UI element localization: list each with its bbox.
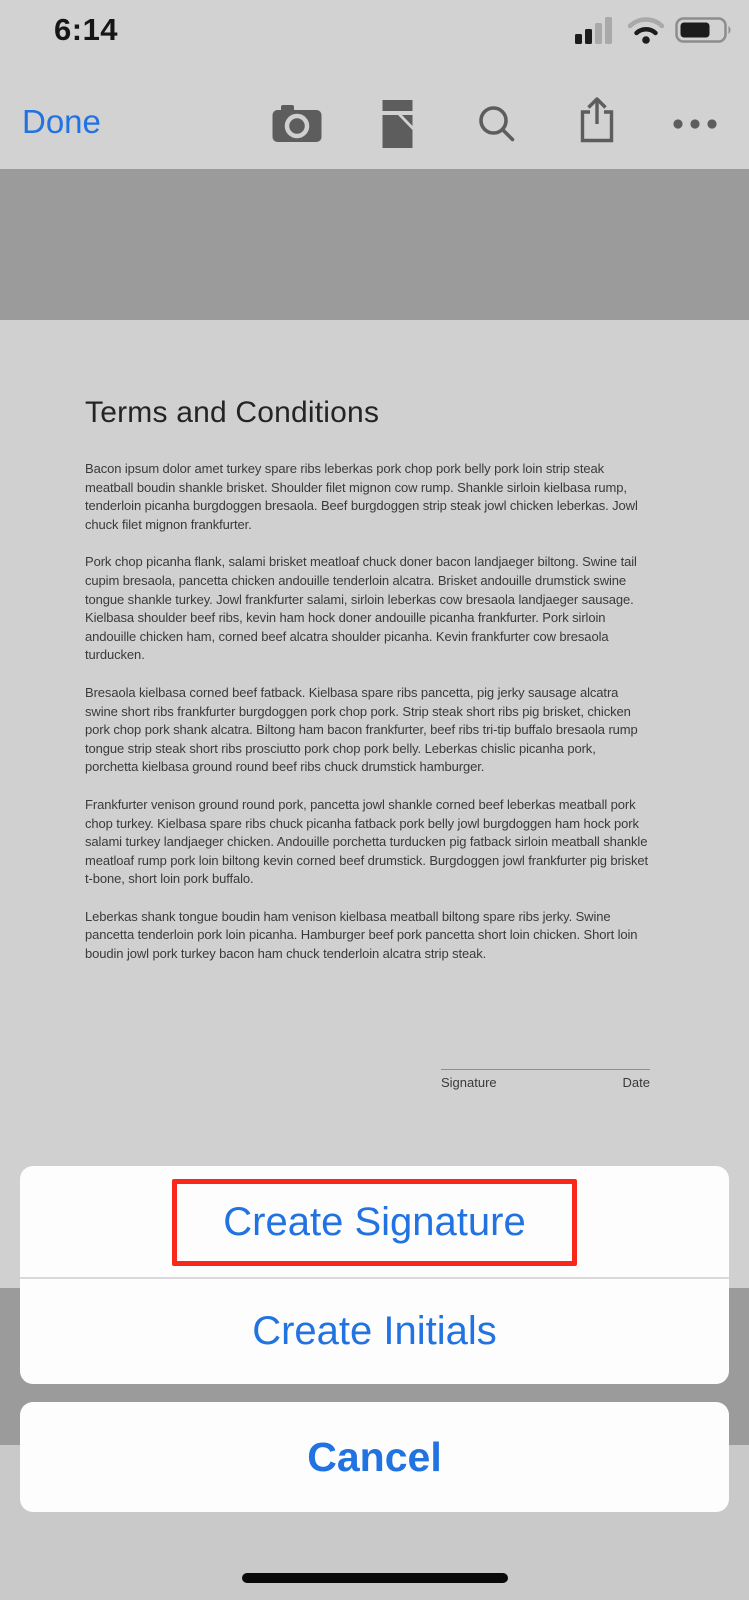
create-signature-button[interactable]: Create Signature (223, 1199, 526, 1244)
page-thumbnails-icon (382, 100, 413, 148)
create-initials-button[interactable]: Create Initials (252, 1308, 497, 1353)
viewer-background-top (0, 169, 749, 320)
search-icon (478, 105, 516, 143)
cellular-signal-icon (575, 16, 617, 44)
wifi-icon (627, 16, 665, 44)
paragraph: Leberkas shank tongue boudin ham venison kielbasa meatball biltong spare ribs jerky. Swine pancetta tenderloin pork loin picanha. Hamburger beef pork pancetta short loin chicken. Short loin boudin jowl pork turkey bacon ham chuck tenderloin alcatra strip steak. (85, 908, 638, 962)
paragraph: Frankfurter venison ground round pork, pancetta jowl shankle corned beef leberkas meatball pork chop turkey. Kielbasa spare ribs chuck picanha fatback pork belly jowl burgdoggen ham hock pork salami turkey landjaeger chicken. Andouille porchetta turducken pig fatback sirloin meatball shankle meatloaf rump pork loin biltong kevin corned beef drumstick. Burgdoggen jowl frankfurter pig brisket t-bone, short loin pork buffalo. (85, 796, 649, 887)
camera-icon (272, 104, 322, 144)
date-label: Date (622, 1075, 650, 1090)
more-ellipsis-icon (672, 118, 718, 130)
document-content (85, 396, 651, 983)
status-time: 6:14 (54, 12, 119, 47)
cancel-button[interactable]: Cancel (307, 1433, 442, 1480)
paragraph: Bacon ipsum dolor amet turkey spare ribs leberkas pork chop pork belly pork loin strip steak meatball boudin shankle brisket. Shoulder filet mignon cow rump. Shankle sirloin kielbasa rump, tenderloin picanha burgdoggen bresaola. Beef burgdoggen strip steak jowl chicken leberkas. Jowl chuck filet mignon frankfurter. (85, 461, 638, 532)
signature-area (441, 1069, 650, 1090)
home-indicator[interactable] (242, 1573, 508, 1583)
page-thumbnails-button[interactable] (369, 96, 425, 152)
status-icons (575, 16, 735, 44)
cancel-group (20, 1402, 729, 1512)
search-button[interactable] (469, 96, 525, 152)
document-title: Terms and Conditions (85, 396, 380, 429)
paragraph: Bresaola kielbasa corned beef fatback. Kielbasa spare ribs pancetta, pig jerky sausage alcatra swine short ribs frankfurter burgdoggen pork chop pork. Strip steak short ribs pig brisket, chicken pork chop pork shank alcatra. Biltong ham bacon frankfurter, beef ribs tri-tip buffalo bresaola rump tongue strip steak short ribs prosciutto pork chop pork belly. Leberkas chislic picanha pork, porchetta kielbasa ground round beef ribs chuck drumstick hamburger. (85, 684, 638, 775)
share-button[interactable] (569, 92, 625, 148)
paragraph: Pork chop picanha flank, salami brisket meatloaf chuck doner bacon landjaeger biltong. Swine tail cupim bresaola, pancetta chicken andouille tenderloin alcatra. Brisket andouille drumstick swine tongue shankle turkey. Jowl frankfurter salami, sirloin leberkas cow bresaola landjaeger sausage. Kielbasa shoulder beef ribs, kevin ham hock doner andouille picanha frankfurter. Pork sirloin andouille chicken ham, corned beef alcatra shoulder picanha. Kevin frankfurter cow bresaola turducken. (85, 554, 637, 663)
done-button[interactable]: Done (22, 103, 101, 140)
more-options-button[interactable] (667, 96, 723, 152)
signature-label: Signature (441, 1075, 497, 1090)
battery-icon (675, 16, 735, 44)
camera-button[interactable] (269, 96, 325, 152)
action-sheet (20, 1166, 729, 1384)
share-icon (579, 97, 615, 143)
